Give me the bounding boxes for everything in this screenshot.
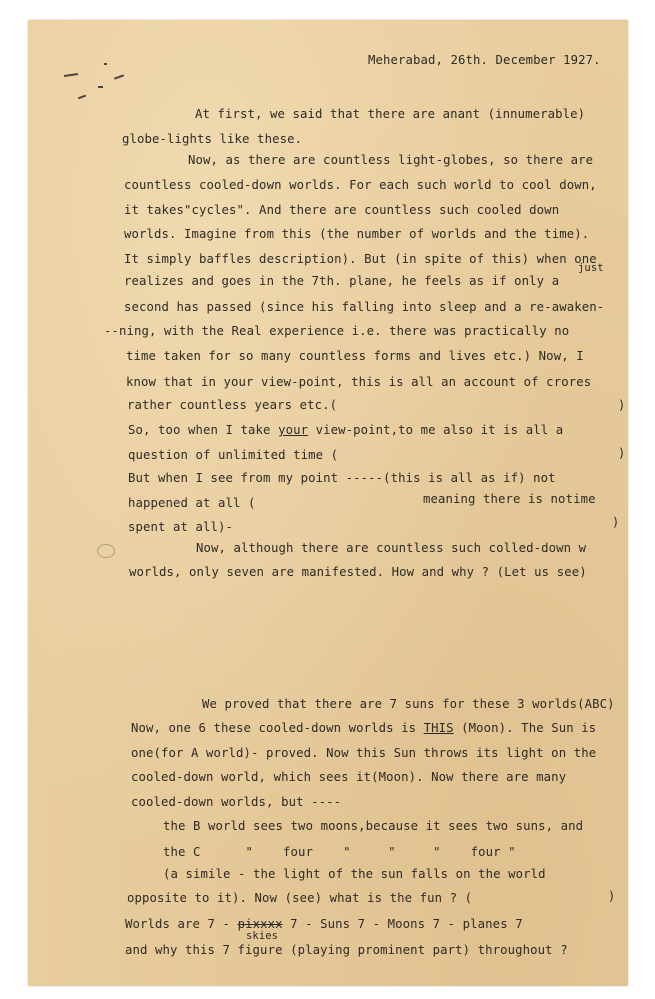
text-line: know that in your view-point, this is all an account of crores: [126, 375, 592, 389]
text-line: We proved that there are 7 suns for these 3 worlds(ABC): [202, 697, 615, 711]
text-line: time taken for so many countless forms and lives etc.) Now, I: [126, 349, 584, 363]
text-line: realizes and goes in the 7th. plane, he feels as if only a: [124, 274, 560, 288]
text-line: worlds. Imagine from this (the number of worlds and the time).: [124, 227, 590, 241]
interlinear-insertion: just: [578, 262, 604, 274]
text-line: [125, 917, 523, 931]
text-fragment: Worlds are 7 -: [125, 917, 238, 931]
text-line: rather countless years etc.(: [127, 398, 338, 412]
text-line: At first, we said that there are anant (innumerable): [195, 107, 586, 121]
text-line: the B world sees two moons,because it sees two suns, and: [163, 819, 584, 833]
closing-parenthesis: ): [612, 515, 620, 529]
text-line: the C " four " " " four ": [163, 845, 516, 859]
text-line: cooled-down world, which sees it(Moon). Now there are many: [131, 770, 567, 784]
text-fragment: (Moon). The Sun is: [453, 721, 597, 735]
text-fragment: 7 - Suns 7 - Moons 7 - planes 7: [282, 917, 523, 931]
text-line: It simply baffles description). But (in spite of this) when one: [124, 252, 597, 266]
text-line: Now, as there are countless light-globes, so there are: [188, 153, 594, 167]
struck-word: pixxxx: [237, 917, 283, 931]
text-line: globe-lights like these.: [122, 132, 303, 146]
text-line: one(for A world)- proved. Now this Sun throws its light on the: [131, 746, 597, 760]
closing-parenthesis: ): [608, 889, 616, 903]
text-line: [128, 423, 563, 437]
text-line: second has passed (since his falling into sleep and a re-awaken-: [124, 300, 605, 314]
underlined-word: your: [278, 423, 309, 437]
text-line: happened at all (: [128, 496, 256, 510]
text-line: [131, 721, 596, 735]
document-date-header: Meherabad, 26th. December 1927.: [368, 53, 601, 67]
text-fragment: So, too when I take: [128, 423, 279, 437]
text-line: it takes"cycles". And there are countless such cooled down: [124, 203, 560, 217]
text-line: But when I see from my point -----(this is all as if) not: [128, 471, 556, 485]
interlinear-insertion: skies: [246, 930, 279, 942]
text-line: question of unlimited time (: [128, 448, 339, 462]
text-fragment: Now, one 6 these cooled-down worlds is: [131, 721, 424, 735]
ink-smudge: [97, 544, 115, 558]
text-line: meaning there is notime: [423, 492, 596, 506]
text-line: and why this 7 figure (playing prominent part) throughout ?: [125, 943, 568, 957]
text-fragment: view-point,to me also it is all a: [308, 423, 564, 437]
closing-parenthesis: ): [618, 446, 626, 460]
text-line: opposite to it). Now (see) what is the fun ? (: [127, 891, 473, 905]
closing-parenthesis: ): [618, 398, 626, 412]
text-line: Now, although there are countless such colled-down w: [196, 541, 587, 555]
pencil-marks: [62, 56, 132, 106]
text-line: spent at all)-: [128, 520, 234, 534]
text-line: worlds, only seven are manifested. How and why ? (Let us see): [129, 565, 587, 579]
text-line: cooled-down worlds, but ----: [131, 795, 342, 809]
text-line: --ning, with the Real experience i.e. there was practically no: [104, 324, 570, 338]
text-line: countless cooled-down worlds. For each such world to cool down,: [124, 178, 597, 192]
underlined-word: THIS: [423, 721, 454, 735]
text-line: (a simile - the light of the sun falls on the world: [163, 867, 546, 881]
